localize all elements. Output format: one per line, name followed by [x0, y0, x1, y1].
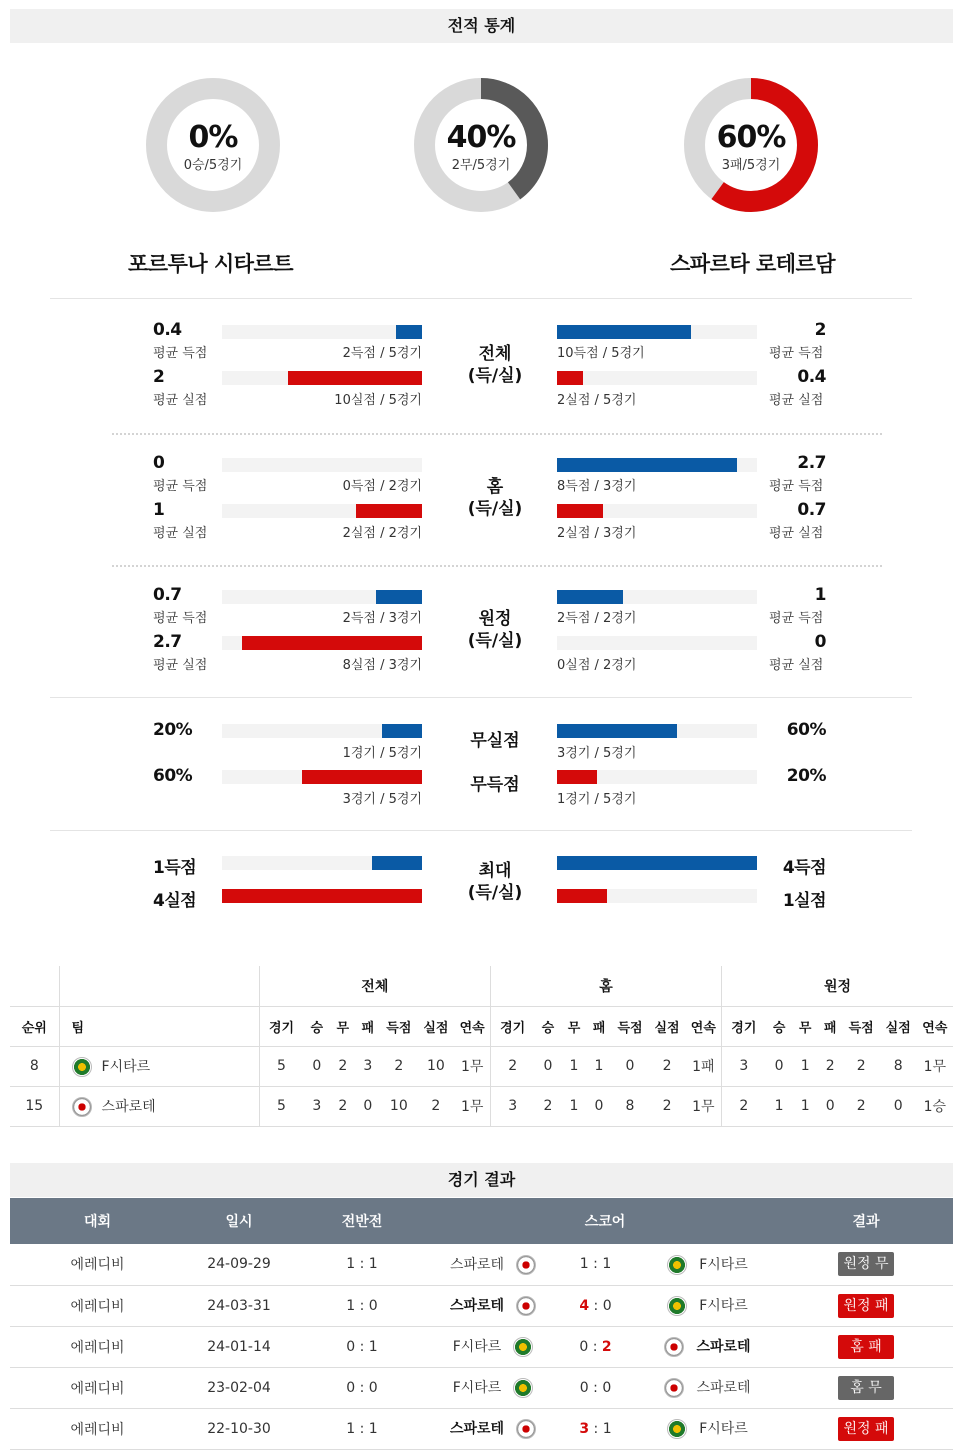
group-home: 홈 [490, 966, 721, 1006]
stat-cell: 1 [586, 1046, 611, 1086]
left-clean-sheet-label: 1경기 / 5경기 [342, 746, 422, 761]
stat-cell: 1 [793, 1086, 818, 1126]
away-left-for-bar-fill [376, 590, 422, 604]
standings-header-cell: 무 [561, 1006, 586, 1046]
all-left-for-bar-fill [396, 325, 422, 339]
stat-cell: 1승 [917, 1086, 953, 1126]
stat-cell: 0 [534, 1046, 561, 1086]
match-result [779, 1408, 953, 1449]
all-left-against-bar-track [222, 371, 422, 385]
standings-header-cell: 패 [818, 1006, 843, 1046]
left-clean-sheet-bar-track [222, 724, 422, 738]
sparta-crest-icon [516, 1255, 536, 1275]
fortuna-crest-icon [667, 1296, 687, 1316]
home-score: 0 [579, 1379, 589, 1396]
stat-cell: 1 [766, 1086, 793, 1126]
result-badge: 홈 패 [838, 1335, 894, 1359]
result-badge: 원정 패 [838, 1294, 894, 1318]
all-left-avg-against: 2 [153, 367, 165, 387]
match-date: 24-01-14 [185, 1326, 293, 1367]
max-center-label [440, 860, 550, 904]
away-right-for-label: 2득점 / 2경기 [557, 611, 637, 626]
match-home-team [431, 1285, 563, 1326]
standings-header-cell: 연속 [454, 1006, 490, 1046]
match-row[interactable] [10, 1367, 953, 1408]
all-right-avg-against: 0.4 [797, 367, 826, 387]
match-competition: 에레디비 [10, 1285, 185, 1326]
home-team-name: 스파로테 [449, 1421, 505, 1437]
stat-cell: 0 [766, 1046, 793, 1086]
all-right-against-label: 2실점 / 5경기 [557, 393, 637, 408]
home-score: 3 [579, 1420, 590, 1437]
fortuna-crest-icon [667, 1419, 687, 1439]
loss-rate-donut [684, 78, 818, 212]
match-home-team [431, 1244, 563, 1285]
stat-cell: 2 [843, 1086, 880, 1126]
stat-cell: 0 [303, 1046, 330, 1086]
stat-cell: 5 [259, 1046, 303, 1086]
all-right-avg-for: 2 [814, 320, 826, 340]
all-right-avg-against-caption: 평균 실점 [769, 393, 824, 408]
all-center-label-2: (득/실) [467, 366, 523, 386]
left-max-against-bar-fill [222, 889, 422, 903]
home-left-avg-against-caption: 평균 실점 [153, 526, 208, 541]
standings-header-cell: 승 [534, 1006, 561, 1046]
match-score: 0 : 0 [563, 1367, 628, 1408]
match-date: 24-03-31 [185, 1285, 293, 1326]
away-team-name: F시타르 [699, 1256, 748, 1273]
away-right-against-bar-track [557, 636, 757, 650]
match-score: 0 : 2 [563, 1326, 628, 1367]
away-right-for-bar-fill [557, 590, 623, 604]
match-row[interactable] [10, 1326, 953, 1367]
left-clean-sheet-pct: 20% [153, 720, 193, 740]
team-rank: 8 [10, 1046, 59, 1086]
stat-cell: 1 [561, 1086, 586, 1126]
right-no-goal-bar-fill [557, 770, 597, 784]
left-no-goal-bar-track [222, 770, 422, 784]
left-no-goal-bar-fill [302, 770, 422, 784]
home-team-name: F시타르 [452, 1380, 502, 1396]
no-goal-label: 무득점 [470, 775, 520, 795]
result-badge: 홈 무 [838, 1376, 894, 1400]
match-score: 4 : 0 [563, 1285, 628, 1326]
match-score: 1 : 1 [563, 1244, 628, 1285]
stat-cell: 2 [534, 1086, 561, 1126]
stat-cell: 1무 [917, 1046, 953, 1086]
draw-rate-percent: 40% [446, 120, 516, 155]
stat-cell: 2 [490, 1046, 534, 1086]
away-right-against-label: 0실점 / 2경기 [557, 658, 637, 673]
right-clean-sheet-pct: 60% [786, 720, 826, 740]
away-right-avg-for: 1 [814, 585, 826, 605]
dotted-divider [112, 433, 882, 435]
away-right-avg-against-caption: 평균 실점 [769, 658, 824, 673]
away-left-against-bar-track [222, 636, 422, 650]
match-date: 23-02-04 [185, 1367, 293, 1408]
away-score: 0 [602, 1379, 612, 1396]
home-left-against-label: 2실점 / 2경기 [342, 526, 422, 541]
left-max-against-bar-track [222, 889, 422, 903]
stat-cell: 1무 [454, 1086, 490, 1126]
home-score: 0 [579, 1338, 589, 1355]
fortuna-crest-icon [513, 1337, 533, 1357]
all-left-avg-for: 0.4 [153, 320, 182, 340]
win-rate-percent: 0% [188, 120, 238, 155]
match-away-team [628, 1244, 779, 1285]
home-left-for-bar-track [222, 458, 422, 472]
match-competition: 에레디비 [10, 1408, 185, 1449]
right-max-for-bar-fill [557, 856, 757, 870]
stat-cell: 2 [843, 1046, 880, 1086]
stat-cell: 1패 [686, 1046, 722, 1086]
standings-header-cell: 팀 [59, 1006, 259, 1046]
match-competition: 에레디비 [10, 1367, 185, 1408]
match-result [779, 1244, 953, 1285]
home-score: 1 [579, 1256, 589, 1273]
away-center-label [440, 608, 550, 652]
standings-header-cell: 패 [355, 1006, 380, 1046]
away-left-avg-for: 0.7 [153, 585, 182, 605]
header-score: 스코어 [431, 1198, 779, 1244]
standings-header-cell: 패 [586, 1006, 611, 1046]
clean-sheet-label: 무실점 [470, 731, 520, 751]
standings-header-cell: 무 [793, 1006, 818, 1046]
match-row[interactable] [10, 1408, 953, 1449]
loss-rate-sub: 3패/5경기 [721, 158, 781, 173]
left-max-for: 1득점 [153, 858, 197, 878]
stat-cell: 1무 [454, 1046, 490, 1086]
right-no-goal-bar-track [557, 770, 757, 784]
header-comp: 대회 [10, 1198, 185, 1244]
stat-cell: 2 [818, 1046, 843, 1086]
away-team-name: 스파로테 [696, 1339, 751, 1355]
standings-header-cell: 득점 [380, 1006, 417, 1046]
fortuna-crest-icon [667, 1255, 687, 1275]
home-left-against-bar-fill [356, 504, 422, 518]
match-home-team [431, 1367, 563, 1408]
away-score: 1 [602, 1420, 612, 1437]
sparta-crest-icon [516, 1296, 536, 1316]
away-score: 0 [602, 1297, 612, 1314]
home-team-name: F시타르 [452, 1339, 502, 1355]
stat-cell: 0 [818, 1086, 843, 1126]
standings-row [10, 1046, 953, 1086]
away-team-name: 스파로테 [696, 1380, 751, 1396]
all-center-label-1: 전체 [478, 344, 512, 364]
results-header-row [10, 1198, 953, 1244]
stat-cell: 2 [649, 1046, 686, 1086]
home-team-name: 포르투나 시타르트 [128, 252, 294, 276]
standings-header-cell: 무 [330, 1006, 355, 1046]
stat-cell: 2 [722, 1086, 766, 1126]
stat-cell: 3 [722, 1046, 766, 1086]
stat-cell: 10 [417, 1046, 454, 1086]
left-clean-sheet-bar-fill [382, 724, 422, 738]
standings-header-cell: 연속 [917, 1006, 953, 1046]
stat-cell: 2 [330, 1086, 355, 1126]
stat-cell: 3 [355, 1046, 380, 1086]
match-result [779, 1326, 953, 1367]
all-left-against-label: 10실점 / 5경기 [334, 393, 422, 408]
standings-header-cell: 순위 [10, 1006, 59, 1046]
team-rank: 15 [10, 1086, 59, 1126]
away-left-against-bar-fill [242, 636, 422, 650]
away-team-name: F시타르 [699, 1421, 748, 1437]
away-team-name: F시타르 [699, 1298, 748, 1314]
match-half-score: 1 : 0 [293, 1285, 431, 1326]
match-home-team [431, 1408, 563, 1449]
away-right-avg-against: 0 [814, 632, 826, 652]
standings-header-cell: 실점 [417, 1006, 454, 1046]
stat-cell: 2 [649, 1086, 686, 1126]
left-max-for-bar-fill [372, 856, 422, 870]
match-row[interactable] [10, 1285, 953, 1326]
stat-cell: 3 [303, 1086, 330, 1126]
standings-header-cell: 경기 [490, 1006, 534, 1046]
header-result: 결과 [779, 1198, 953, 1244]
stat-cell: 1무 [686, 1086, 722, 1126]
match-half-score: 1 : 1 [293, 1408, 431, 1449]
home-right-avg-for-caption: 평균 득점 [769, 479, 824, 494]
right-clean-sheet-label: 3경기 / 5경기 [557, 746, 637, 761]
divider [50, 697, 912, 698]
away-center-label-1: 원정 [478, 609, 512, 629]
standings-header-cell: 득점 [843, 1006, 880, 1046]
header-date: 일시 [185, 1198, 293, 1244]
home-right-against-bar-track [557, 504, 757, 518]
stat-cell: 0 [880, 1086, 917, 1126]
home-left-against-bar-track [222, 504, 422, 518]
team-cell[interactable] [59, 1086, 259, 1126]
stat-cell: 1 [561, 1046, 586, 1086]
away-left-avg-for-caption: 평균 득점 [153, 611, 208, 626]
match-half-score: 1 : 1 [293, 1244, 431, 1285]
stat-cell: 1 [793, 1046, 818, 1086]
match-home-team [431, 1326, 563, 1367]
away-left-avg-against: 2.7 [153, 632, 182, 652]
all-left-for-label: 2득점 / 5경기 [342, 346, 422, 361]
home-center-label-2: (득/실) [467, 499, 523, 519]
right-max-against: 1실점 [782, 891, 826, 911]
standings-header-cell: 실점 [880, 1006, 917, 1046]
home-team-name: 스파로테 [449, 1256, 505, 1273]
away-score: 2 [601, 1338, 612, 1355]
win-rate-donut [146, 78, 280, 212]
sparta-crest-icon [664, 1378, 684, 1398]
standings-header-cell: 승 [303, 1006, 330, 1046]
standings-table [10, 966, 953, 1127]
stat-cell: 2 [330, 1046, 355, 1086]
win-rate-sub: 0승/5경기 [183, 158, 243, 173]
match-result [779, 1367, 953, 1408]
match-away-team [628, 1408, 779, 1449]
all-right-for-bar-track [557, 325, 757, 339]
stat-cell: 2 [417, 1086, 454, 1126]
home-left-for-label: 0득점 / 2경기 [342, 479, 422, 494]
right-clean-sheet-bar-track [557, 724, 757, 738]
all-right-for-bar-fill [557, 325, 691, 339]
standings-header-cell: 연속 [686, 1006, 722, 1046]
right-clean-sheet-bar-fill [557, 724, 677, 738]
divider [50, 298, 912, 299]
left-no-goal-label: 3경기 / 5경기 [342, 792, 422, 807]
match-result [779, 1285, 953, 1326]
stat-cell: 2 [380, 1046, 417, 1086]
home-left-avg-against: 1 [153, 500, 165, 520]
sparta-crest-icon [72, 1097, 92, 1117]
standings-header-cell: 경기 [722, 1006, 766, 1046]
all-right-for-label: 10득점 / 5경기 [557, 346, 645, 361]
right-no-goal-pct: 20% [786, 766, 826, 786]
home-right-against-bar-fill [557, 504, 603, 518]
match-away-team [628, 1285, 779, 1326]
results-section-title: 경기 결과 [10, 1163, 953, 1197]
draw-rate-donut [414, 78, 548, 212]
home-right-avg-for: 2.7 [797, 453, 826, 473]
header-half: 전반전 [293, 1198, 431, 1244]
match-date: 22-10-30 [185, 1408, 293, 1449]
match-away-team [628, 1326, 779, 1367]
match-score: 3 : 1 [563, 1408, 628, 1449]
standings-header-cell: 승 [766, 1006, 793, 1046]
fortuna-crest-icon [513, 1378, 533, 1398]
home-center-label-1: 홈 [486, 477, 504, 497]
stat-cell: 0 [612, 1046, 649, 1086]
loss-rate-percent: 60% [716, 120, 786, 155]
match-competition: 에레디비 [10, 1244, 185, 1285]
standings-header-cell: 득점 [612, 1006, 649, 1046]
results-table [10, 1198, 953, 1450]
max-center-label-2: (득/실) [467, 883, 523, 903]
home-left-avg-for-caption: 평균 득점 [153, 479, 208, 494]
stat-cell: 10 [380, 1086, 417, 1126]
dotted-divider [112, 565, 882, 567]
all-right-avg-for-caption: 평균 득점 [769, 346, 824, 361]
divider [50, 830, 912, 831]
stat-cell: 0 [586, 1086, 611, 1126]
home-center-label [440, 476, 550, 520]
match-away-team [628, 1367, 779, 1408]
standings-row [10, 1086, 953, 1126]
match-competition: 에레디비 [10, 1326, 185, 1367]
left-max-for-bar-track [222, 856, 422, 870]
right-max-for-bar-track [557, 856, 757, 870]
home-right-against-label: 2실점 / 3경기 [557, 526, 637, 541]
home-right-for-bar-track [557, 458, 757, 472]
all-left-for-bar-track [222, 325, 422, 339]
match-date: 24-09-29 [185, 1244, 293, 1285]
away-left-for-label: 2득점 / 3경기 [342, 611, 422, 626]
draw-rate-sub: 2무/5경기 [451, 158, 511, 173]
away-score: 1 [602, 1256, 612, 1273]
away-left-against-label: 8실점 / 3경기 [342, 658, 422, 673]
stat-cell: 3 [490, 1086, 534, 1126]
all-left-against-bar-fill [288, 371, 422, 385]
away-right-for-bar-track [557, 590, 757, 604]
all-right-against-bar-track [557, 371, 757, 385]
result-badge: 원정 패 [838, 1417, 894, 1441]
right-max-against-bar-track [557, 889, 757, 903]
all-center-label [440, 343, 550, 387]
right-max-against-bar-fill [557, 889, 607, 903]
left-no-goal-pct: 60% [153, 766, 193, 786]
away-left-avg-against-caption: 평균 실점 [153, 658, 208, 673]
standings-header-cell: 실점 [649, 1006, 686, 1046]
home-right-avg-against-caption: 평균 실점 [769, 526, 824, 541]
team-name: F시타르 [101, 1058, 151, 1075]
sparta-crest-icon [664, 1337, 684, 1357]
fortuna-crest-icon [72, 1057, 92, 1077]
group-away: 원정 [722, 966, 953, 1006]
left-max-against: 4실점 [153, 891, 197, 911]
max-center-label-1: 최대 [478, 861, 512, 881]
standings-header-cell: 경기 [259, 1006, 303, 1046]
all-left-avg-against-caption: 평균 실점 [153, 393, 208, 408]
home-right-for-label: 8득점 / 3경기 [557, 479, 637, 494]
away-team-name: 스파르타 로테르담 [670, 252, 836, 276]
stat-cell: 0 [355, 1086, 380, 1126]
match-half-score: 0 : 0 [293, 1367, 431, 1408]
sparta-crest-icon [516, 1419, 536, 1439]
away-center-label-2: (득/실) [467, 631, 523, 651]
away-right-avg-for-caption: 평균 득점 [769, 611, 824, 626]
stat-cell: 5 [259, 1086, 303, 1126]
group-all: 전체 [259, 966, 490, 1006]
result-badge: 원정 무 [838, 1252, 894, 1276]
stat-cell: 8 [880, 1046, 917, 1086]
home-left-avg-for: 0 [153, 453, 165, 473]
all-right-against-bar-fill [557, 371, 583, 385]
stat-cell: 8 [612, 1086, 649, 1126]
home-right-avg-against: 0.7 [797, 500, 826, 520]
away-left-for-bar-track [222, 590, 422, 604]
record-section-title: 전적 통계 [10, 9, 953, 43]
all-left-avg-for-caption: 평균 득점 [153, 346, 208, 361]
home-score: 4 [579, 1297, 590, 1314]
right-max-for: 4득점 [782, 858, 826, 878]
home-team-name: 스파로테 [449, 1298, 505, 1314]
standings-header-row [10, 1006, 953, 1046]
home-right-for-bar-fill [557, 458, 737, 472]
match-row[interactable] [10, 1244, 953, 1285]
team-name: 스파로테 [101, 1098, 156, 1115]
match-half-score: 0 : 1 [293, 1326, 431, 1367]
right-no-goal-label: 1경기 / 5경기 [557, 792, 637, 807]
team-cell[interactable] [59, 1046, 259, 1086]
